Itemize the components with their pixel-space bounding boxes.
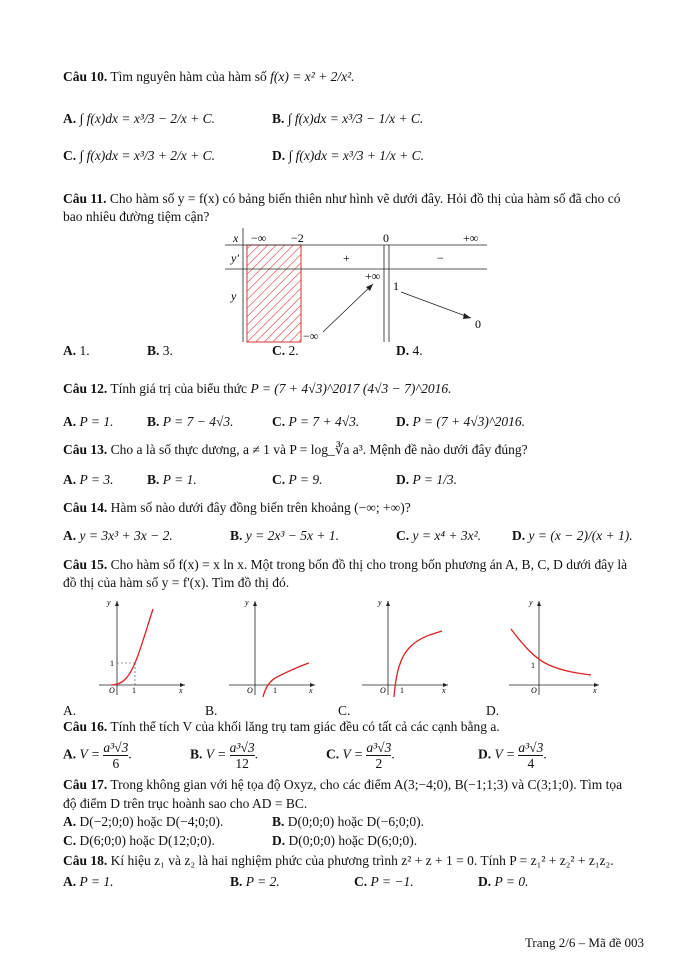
q16-option-c[interactable]: C. V = $\frac{\text{a³√3}}{2}$ . bbox=[326, 740, 395, 771]
q17-option-a[interactable] bbox=[63, 813, 223, 831]
option-expr: P = (7 + 4√3)^2016. bbox=[412, 414, 525, 429]
option-letter: B. bbox=[230, 874, 243, 889]
option-letter: C. bbox=[63, 833, 77, 848]
question-label: Câu 16. bbox=[63, 719, 108, 734]
fraction bbox=[518, 740, 543, 771]
option-expr: P = 1. bbox=[162, 472, 197, 487]
option-value: 2. bbox=[288, 343, 299, 358]
option-letter: D. bbox=[396, 414, 410, 429]
question-text: độ điểm D trên trục hoành sao cho AD = BC. bbox=[63, 796, 308, 811]
x-value: −∞ bbox=[251, 231, 267, 245]
option-letter: C. bbox=[326, 746, 340, 762]
decreasing-arrow bbox=[401, 292, 471, 318]
q10-option-a[interactable] bbox=[63, 110, 215, 128]
derivative-sign: + bbox=[343, 251, 350, 265]
option-expr: P = 9. bbox=[288, 472, 323, 487]
option-expr: P = −1. bbox=[370, 874, 414, 889]
numerator: a³√3 bbox=[366, 740, 392, 755]
page-footer: Trang 2/6 – Mã đề 003 bbox=[524, 935, 644, 950]
hatched-region bbox=[247, 245, 301, 342]
option-expr: P = 3. bbox=[79, 472, 114, 487]
option-letter: D. bbox=[272, 148, 286, 163]
q17-option-b[interactable] bbox=[272, 813, 424, 831]
option-letter: B. bbox=[147, 472, 160, 487]
question-text: Hàm số nào dưới đây đồng biến trên khoảng (−∞; +∞)? bbox=[110, 500, 411, 515]
q18-option-b[interactable] bbox=[230, 873, 280, 891]
question-text: đồ thị của hàm số y = f'(x). Tìm đồ thị đó. bbox=[63, 575, 290, 590]
tick-label: 1 bbox=[132, 686, 136, 695]
option-letter: A. bbox=[63, 874, 77, 889]
question-label: Câu 17. bbox=[63, 777, 108, 792]
q12-option-b[interactable] bbox=[147, 413, 234, 431]
question-label: Câu 13. bbox=[63, 442, 108, 457]
question-text: bao nhiêu đường tiệm cận? bbox=[63, 209, 210, 224]
option-value: 3. bbox=[162, 343, 173, 358]
option-letter: B. bbox=[147, 414, 160, 429]
option-expr: y = 2x³ − 5x + 1. bbox=[245, 528, 339, 543]
q18-option-d[interactable] bbox=[478, 873, 529, 891]
option-letter: B. bbox=[205, 703, 218, 718]
v-prefix: V = bbox=[494, 746, 515, 762]
axis-label: y bbox=[529, 598, 533, 607]
option-letter: A. bbox=[63, 528, 77, 543]
q12-option-d[interactable] bbox=[396, 413, 525, 431]
option-letter: C. bbox=[354, 874, 368, 889]
question-11 bbox=[63, 190, 621, 208]
option-expr: D(−2;0;0) hoặc D(−4;0;0). bbox=[79, 814, 224, 829]
v-prefix: V = bbox=[79, 746, 100, 762]
option-expr: D(6;0;0) hoặc D(12;0;0). bbox=[79, 833, 215, 848]
option-letter: D. bbox=[478, 746, 492, 762]
option-expr: P = 1. bbox=[79, 414, 114, 429]
question-label: Câu 11. bbox=[63, 191, 107, 206]
option-letter: A. bbox=[63, 343, 77, 358]
question-text: Kí hiệu z₁ và z₂ là hai nghiệm phức của phương trình z² + z + 1 = 0. Tính P = z₁² + z₂² + z₁z₂. bbox=[110, 853, 614, 868]
question-13 bbox=[63, 441, 528, 459]
question-14 bbox=[63, 499, 411, 517]
origin-label: O bbox=[531, 686, 537, 695]
graph-b bbox=[225, 597, 320, 697]
q11-option-b[interactable] bbox=[147, 342, 173, 360]
curve bbox=[263, 663, 309, 697]
question-18 bbox=[63, 852, 614, 870]
option-letter: C. bbox=[338, 703, 351, 718]
question-text: Tính giá trị của biểu thức bbox=[110, 381, 248, 396]
option-letter: D. bbox=[396, 343, 410, 358]
option-expr: ∫ f(x)dx = x³/3 − 2/x + C. bbox=[79, 111, 216, 126]
q11-option-a[interactable] bbox=[63, 342, 90, 360]
origin-label: O bbox=[380, 686, 386, 695]
q13-option-b[interactable] bbox=[147, 471, 197, 489]
q17-option-d[interactable] bbox=[272, 832, 417, 850]
denominator: 12 bbox=[235, 756, 249, 771]
question-15 bbox=[63, 556, 627, 574]
option-letter: A. bbox=[63, 746, 77, 762]
option-letter: A. bbox=[63, 703, 77, 718]
option-letter: D. bbox=[512, 528, 526, 543]
question-label: Câu 10. bbox=[63, 69, 108, 84]
option-value: 4. bbox=[412, 343, 423, 358]
q11-option-c[interactable] bbox=[272, 342, 299, 360]
option-expr: ∫ f(x)dx = x³/3 − 1/x + C. bbox=[287, 111, 424, 126]
option-letter: C. bbox=[396, 528, 410, 543]
tick-label: 1 bbox=[110, 659, 114, 668]
question-10 bbox=[63, 68, 355, 86]
question-15-cont bbox=[63, 574, 289, 592]
q16-option-d[interactable]: D. V = $\frac{\text{a³√3}}{4}$ . bbox=[478, 740, 547, 771]
denominator: 2 bbox=[375, 756, 383, 771]
question-label: Câu 15. bbox=[63, 557, 108, 572]
option-expr: P = 1. bbox=[79, 874, 114, 889]
option-letter: C. bbox=[272, 343, 286, 358]
variation-table bbox=[225, 228, 490, 343]
question-12 bbox=[63, 380, 451, 398]
x-value: +∞ bbox=[463, 231, 479, 245]
v-prefix: V = bbox=[342, 746, 363, 762]
origin-label: O bbox=[109, 686, 115, 695]
x-value: 0 bbox=[383, 231, 389, 245]
q10-option-c[interactable] bbox=[63, 147, 215, 165]
q14-option-a[interactable] bbox=[63, 527, 173, 545]
option-expr: y = x⁴ + 3x². bbox=[412, 528, 482, 543]
axis-label: y bbox=[107, 598, 111, 607]
question-17-cont bbox=[63, 795, 307, 813]
option-letter: D. bbox=[486, 703, 500, 718]
option-expr: P = 7 + 4√3. bbox=[288, 414, 360, 429]
option-letter: D. bbox=[272, 833, 286, 848]
numerator: a³√3 bbox=[229, 740, 255, 755]
q18-option-c[interactable] bbox=[354, 873, 414, 891]
option-expr: ∫ f(x)dx = x³/3 + 2/x + C. bbox=[79, 148, 216, 163]
tick-label: 1 bbox=[400, 686, 404, 695]
axis-label: y bbox=[378, 598, 382, 607]
q13-option-a[interactable] bbox=[63, 471, 114, 489]
option-letter: B. bbox=[272, 814, 285, 829]
question-text: Tìm nguyên hàm của hàm số bbox=[110, 69, 267, 84]
option-letter: B. bbox=[190, 746, 203, 762]
option-letter: A. bbox=[63, 414, 77, 429]
option-letter: A. bbox=[63, 814, 77, 829]
q11-option-d[interactable] bbox=[396, 342, 423, 360]
q18-option-a[interactable] bbox=[63, 873, 114, 891]
q13-option-c[interactable] bbox=[272, 471, 323, 489]
denominator: 4 bbox=[527, 756, 535, 771]
denominator: 6 bbox=[112, 756, 120, 771]
option-expr: D(0;0;0) hoặc D(6;0;0). bbox=[288, 833, 418, 848]
question-text: Tính thể tích V của khối lăng trụ tam giác đều có tất cả các cạnh bằng a. bbox=[110, 719, 500, 734]
question-text: Cho hàm số y = f(x) có bảng biến thiên như hình vẽ dưới đây. Hỏi đồ thị của hàm số đã cho có bbox=[109, 191, 621, 206]
option-letter: C. bbox=[272, 472, 286, 487]
fraction bbox=[366, 740, 391, 771]
derivative-sign: − bbox=[437, 251, 444, 265]
option-expr: y = 3x³ + 3x − 2. bbox=[79, 528, 173, 543]
option-letter: B. bbox=[272, 111, 285, 126]
option-expr: ∫ f(x)dx = x³/3 + 1/x + C. bbox=[288, 148, 425, 163]
q10-option-b[interactable] bbox=[272, 110, 423, 128]
q14-option-c[interactable] bbox=[396, 527, 481, 545]
question-text: Cho a là số thực dương, a ≠ 1 và P = log_∛a a³. Mệnh đề nào dưới đây đúng? bbox=[110, 442, 528, 457]
question-16 bbox=[63, 718, 500, 736]
numerator: a³√3 bbox=[103, 740, 129, 755]
option-expr: P = 0. bbox=[494, 874, 529, 889]
q14-option-d[interactable] bbox=[512, 527, 633, 545]
y-value: +∞ bbox=[365, 269, 381, 283]
origin-label: O bbox=[247, 686, 253, 695]
option-letter: B. bbox=[230, 528, 243, 543]
option-letter: D. bbox=[396, 472, 410, 487]
graph-c bbox=[358, 597, 453, 697]
y-value: −∞ bbox=[303, 329, 319, 343]
curve bbox=[511, 629, 591, 675]
y-value: 1 bbox=[393, 279, 399, 293]
option-expr: y = (x − 2)/(x + 1). bbox=[528, 528, 633, 543]
question-17 bbox=[63, 776, 622, 794]
question-label: Câu 18. bbox=[63, 853, 108, 868]
q16-option-a[interactable]: A. V = $\frac{\text{a³√3}}{6}$ . bbox=[63, 740, 132, 771]
fraction bbox=[230, 740, 255, 771]
increasing-arrow bbox=[323, 284, 373, 332]
y-value: 0 bbox=[475, 317, 481, 331]
table-y-label: y bbox=[231, 289, 237, 303]
option-expr: D(0;0;0) hoặc D(−6;0;0). bbox=[287, 814, 424, 829]
option-expr: P = 1/3. bbox=[412, 472, 457, 487]
q12-option-a[interactable] bbox=[63, 413, 114, 431]
q13-option-d[interactable] bbox=[396, 471, 457, 489]
fraction bbox=[103, 740, 128, 771]
question-label: Câu 14. bbox=[63, 500, 108, 515]
question-text: Cho hàm số f(x) = x ln x. Một trong bốn đồ thị cho trong bốn phương án A, B, C, D dưới đây là bbox=[110, 557, 628, 572]
table-yp-label: y' bbox=[231, 251, 239, 265]
option-letter: C. bbox=[272, 414, 286, 429]
q17-option-c[interactable] bbox=[63, 832, 215, 850]
q14-option-b[interactable] bbox=[230, 527, 339, 545]
option-letter: A. bbox=[63, 472, 77, 487]
q10-option-d[interactable] bbox=[272, 147, 424, 165]
option-expr: P = 7 − 4√3. bbox=[162, 414, 234, 429]
question-label: Câu 12. bbox=[63, 381, 108, 396]
table-x-label: x bbox=[233, 231, 239, 245]
option-expr: P = 2. bbox=[245, 874, 280, 889]
tick-label: 1 bbox=[273, 686, 277, 695]
option-value: 1. bbox=[79, 343, 90, 358]
axis-label: x bbox=[593, 686, 597, 695]
graph-a bbox=[95, 597, 190, 697]
option-letter: B. bbox=[147, 343, 160, 358]
option-letter: D. bbox=[478, 874, 492, 889]
question-text: Trong không gian với hệ tọa độ Oxyz, cho các điểm A(3;−4;0), B(−1;1;3) và C(3;1;0). Tìm tọa bbox=[110, 777, 623, 792]
x-value: −2 bbox=[291, 231, 304, 245]
question-11-cont bbox=[63, 208, 209, 226]
numerator: a³√3 bbox=[518, 740, 544, 755]
q16-option-b[interactable]: B. V = $\frac{\text{a³√3}}{12}$ . bbox=[190, 740, 258, 771]
graph-d bbox=[505, 597, 605, 697]
tick-label: 1 bbox=[531, 661, 535, 670]
option-letter: C. bbox=[63, 148, 77, 163]
question-formula: P = (7 + 4√3)^2017 (4√3 − 7)^2016. bbox=[250, 381, 452, 396]
question-formula: f(x) = x² + 2/x². bbox=[270, 69, 355, 84]
axis-label: y bbox=[245, 598, 249, 607]
q12-option-c[interactable] bbox=[272, 413, 359, 431]
axis-label: x bbox=[442, 686, 446, 695]
v-prefix: V = bbox=[205, 746, 227, 762]
axis-label: x bbox=[309, 686, 313, 695]
option-letter: A. bbox=[63, 111, 77, 126]
axis-label: x bbox=[179, 686, 183, 695]
